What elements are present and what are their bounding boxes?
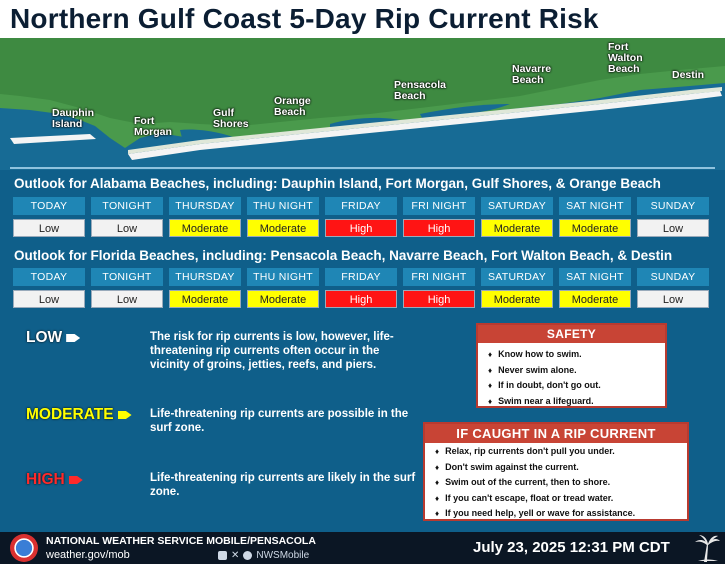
social-handle[interactable]: NWSMobile: [256, 550, 310, 561]
legend-moderate: [26, 406, 132, 424]
city-label-orange-beach: [274, 96, 311, 118]
arrow-right-icon: [118, 411, 132, 419]
rip-current-list: [425, 443, 687, 522]
issued-datetime: July 23, 2025 12:31 PM CDT: [473, 539, 670, 556]
risk-cell-moderate: Moderate: [169, 290, 241, 308]
city-name: Fort Morgan: [134, 115, 172, 138]
day-header: TONIGHT: [91, 197, 163, 215]
rip-current-item: ♦ Swim out of the current, then to shore.: [435, 475, 679, 491]
risk-cell-low: Low: [13, 290, 85, 308]
safety-item: ♦ If in doubt, don't go out.: [488, 378, 657, 394]
risk-cell-low: Low: [91, 219, 163, 237]
safety-item: ♦ Never swim alone.: [488, 363, 657, 379]
day-header: TODAY: [13, 268, 85, 286]
footer-website-link[interactable]: weather.gov/mob: [46, 549, 130, 561]
facebook-icon[interactable]: [243, 551, 252, 560]
legend-high-text: Life-threatening rip currents are likely in the surf zone.: [150, 472, 416, 498]
day-header: SAT NIGHT: [559, 197, 631, 215]
risk-cell-high: High: [403, 219, 475, 237]
day-header: SATURDAY: [481, 197, 553, 215]
city-name: Fort Walton Beach: [608, 41, 643, 75]
day-header: FRIDAY: [325, 268, 397, 286]
rip-current-title: IF CAUGHT IN A RIP CURRENT: [425, 424, 687, 443]
risk-cell-moderate: Moderate: [559, 219, 631, 237]
risk-row: [13, 219, 713, 237]
footer: [0, 532, 725, 564]
day-header: SATURDAY: [481, 268, 553, 286]
day-header: SUNDAY: [637, 268, 709, 286]
day-header: TODAY: [13, 197, 85, 215]
city-label-navarre-beach: [512, 64, 551, 86]
risk-cell-high: High: [325, 290, 397, 308]
risk-cell-high: High: [403, 290, 475, 308]
city-name: Destin: [672, 69, 705, 81]
day-header: THURSDAY: [169, 197, 241, 215]
risk-cell-high: High: [325, 219, 397, 237]
day-header: SAT NIGHT: [559, 268, 631, 286]
florida-outlook-title: Outlook for Florida Beaches, including: Pensacola Beach, Navarre Beach, Fort Walton Beach, & Destin: [14, 248, 673, 263]
city-label-dauphin-island: [52, 108, 94, 130]
risk-cell-low: Low: [13, 219, 85, 237]
safety-title: SAFETY: [478, 325, 665, 343]
city-label-destin: [672, 70, 704, 81]
nws-logo: [10, 534, 38, 562]
city-name: Navarre Beach: [512, 63, 552, 86]
coastline-map: [0, 38, 725, 170]
page-title: Northern Gulf Coast 5-Day Rip Current Risk: [0, 0, 725, 38]
risk-cell-low: Low: [91, 290, 163, 308]
day-header-row: [13, 197, 713, 215]
palm-tree-icon: [694, 534, 720, 562]
safety-list: [478, 343, 665, 409]
city-name: Orange Beach: [274, 95, 311, 118]
arrow-right-icon: [69, 476, 83, 484]
section-divider: [10, 167, 715, 169]
x-icon[interactable]: ✕: [231, 550, 240, 561]
social-links: [218, 550, 309, 561]
rip-current-box: [423, 422, 689, 521]
safety-item: ♦ Swim near a lifeguard.: [488, 394, 657, 410]
city-label-fort-morgan: [134, 116, 172, 138]
legend-low-text: The risk for rip currents is low, however, life-threatening rip currents often occur in the vicinity of groins, jetties, reefs, and piers.: [150, 331, 394, 371]
risk-cell-low: Low: [637, 290, 709, 308]
legend-moderate-text: Life-threatening rip currents are possible in the surf zone.: [150, 408, 409, 434]
legend-low: [26, 329, 80, 347]
footer-org-name: NATIONAL WEATHER SERVICE MOBILE/PENSACOLA: [46, 535, 316, 547]
risk-cell-moderate: Moderate: [169, 219, 241, 237]
risk-cell-moderate: Moderate: [247, 290, 319, 308]
city-label-pensacola-beach: [394, 80, 446, 102]
risk-cell-moderate: Moderate: [481, 219, 553, 237]
arrow-right-icon: [66, 334, 80, 342]
legend-moderate-label: MODERATE: [26, 406, 114, 423]
day-header: FRI NIGHT: [403, 268, 475, 286]
day-header: FRI NIGHT: [403, 197, 475, 215]
risk-cell-moderate: Moderate: [559, 290, 631, 308]
legend-low-label: LOW: [26, 329, 63, 346]
rip-current-item: ♦ Don't swim against the current.: [435, 460, 679, 476]
safety-item: ♦ Know how to swim.: [488, 347, 657, 363]
city-label-fort-walton-beach: [608, 42, 643, 75]
youtube-icon[interactable]: [218, 551, 227, 560]
day-header: TONIGHT: [91, 268, 163, 286]
day-header: THURSDAY: [169, 268, 241, 286]
day-header: THU NIGHT: [247, 268, 319, 286]
rip-current-item: ♦ Relax, rip currents don't pull you under.: [435, 444, 679, 460]
risk-cell-moderate: Moderate: [247, 219, 319, 237]
rip-current-item: ♦ If you can't escape, float or tread water.: [435, 491, 679, 507]
day-header: FRIDAY: [325, 197, 397, 215]
day-header: THU NIGHT: [247, 197, 319, 215]
legend-high: [26, 471, 83, 489]
day-header: SUNDAY: [637, 197, 709, 215]
city-name: Pensacola Beach: [394, 79, 446, 102]
safety-box: [476, 323, 667, 408]
alabama-outlook-title: Outlook for Alabama Beaches, including: Dauphin Island, Fort Morgan, Gulf Shores, & Orange Beach: [14, 176, 661, 191]
city-name: Gulf Shores: [213, 107, 249, 130]
day-header-row: [13, 268, 713, 286]
legend-high-label: HIGH: [26, 471, 65, 488]
risk-row: [13, 290, 713, 308]
risk-cell-moderate: Moderate: [481, 290, 553, 308]
rip-current-item: ♦ If you need help, yell or wave for assistance.: [435, 506, 679, 522]
risk-cell-low: Low: [637, 219, 709, 237]
city-label-gulf-shores: [213, 108, 249, 130]
city-name: Dauphin Island: [52, 107, 94, 130]
